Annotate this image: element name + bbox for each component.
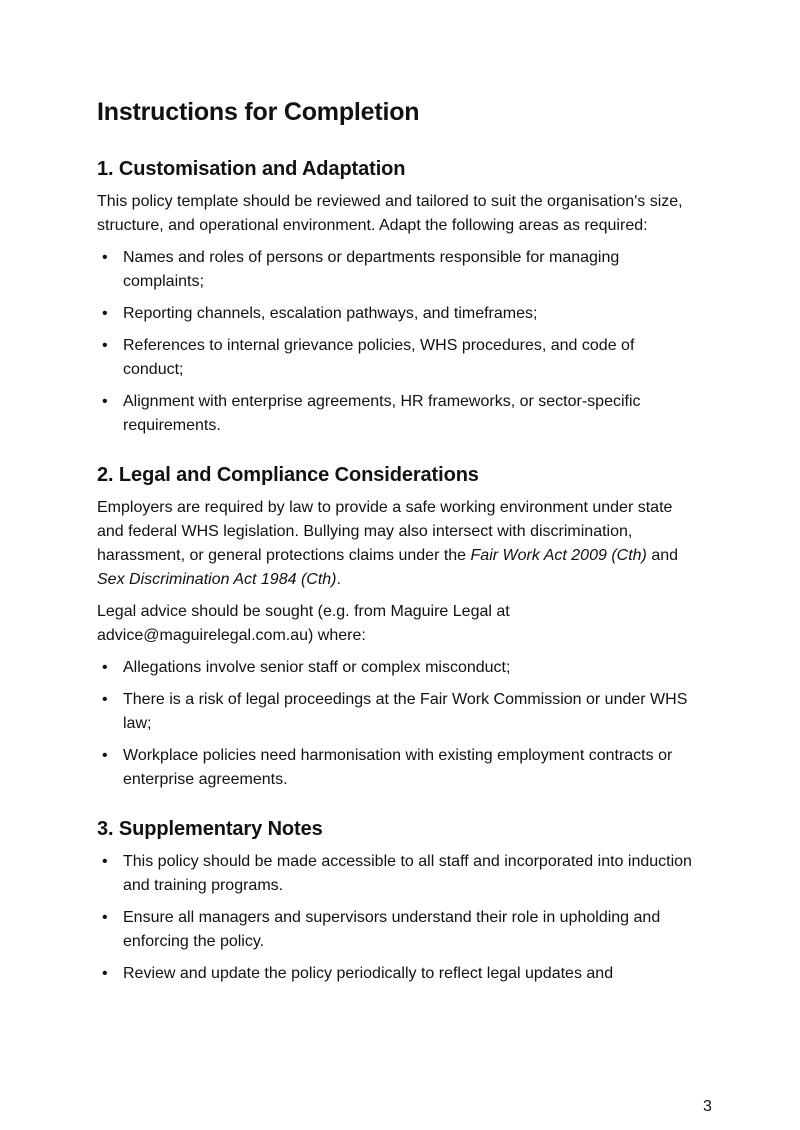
act-citation: Sex Discrimination Act 1984 (Cth): [97, 571, 337, 588]
section-paragraph: Legal advice should be sought (e.g. from Maguire Legal at advice@maguirelegal.com.au) where:: [97, 603, 510, 644]
bullet-list: [97, 850, 697, 986]
list-item: • Reporting channels, escalation pathways, and timeframes;: [123, 302, 697, 326]
section-heading: 1. Customisation and Adaptation: [97, 158, 406, 180]
bullet-icon: •: [102, 305, 108, 322]
page-number: 3: [703, 1098, 712, 1115]
list-item: • References to internal grievance policies, WHS procedures, and code of conduct;: [123, 334, 697, 382]
list-item: • Workplace policies need harmonisation with existing employment contracts or enterprise agreements.: [123, 744, 697, 792]
list-item: • Alignment with enterprise agreements, HR frameworks, or sector-specific requirements.: [123, 390, 697, 438]
list-item: • Ensure all managers and supervisors understand their role in upholding and enforcing the policy.: [123, 906, 697, 954]
bullet-icon: •: [102, 965, 108, 982]
list-item: • There is a risk of legal proceedings at the Fair Work Commission or under WHS law;: [123, 688, 697, 736]
bullet-icon: •: [102, 393, 108, 410]
section-heading: 2. Legal and Compliance Considerations: [97, 464, 479, 486]
bullet-icon: •: [102, 747, 108, 764]
section-paragraph: This policy template should be reviewed and tailored to suit the organisation's size, structure, and operational environment. Adapt the following areas as required:: [97, 193, 683, 234]
bullet-list: [97, 246, 697, 438]
section-heading: 3. Supplementary Notes: [97, 818, 323, 840]
list-item: • Allegations involve senior staff or complex misconduct;: [123, 656, 697, 680]
list-item: • Review and update the policy periodically to reflect legal updates and: [123, 962, 697, 986]
list-item: • Names and roles of persons or departments responsible for managing complaints;: [123, 246, 697, 294]
section-customisation: [97, 154, 697, 438]
document-page: [97, 92, 697, 1006]
act-citation: Fair Work Act 2009 (Cth): [470, 547, 647, 564]
list-item: • This policy should be made accessible to all staff and incorporated into induction and training programs.: [123, 850, 697, 898]
page-title: Instructions for Completion: [97, 98, 420, 126]
bullet-icon: •: [102, 691, 108, 708]
section-legal-compliance: [97, 460, 697, 792]
bullet-icon: •: [102, 659, 108, 676]
bullet-icon: •: [102, 909, 108, 926]
section-paragraph: Employers are required by law to provide a safe working environment under state and federal WHS legislation. Bullying may also intersect with discrimination, harassment, or general protections claims under the Fair Work Act 2009 (Cth) and Sex Discrimination Act 1984 (Cth).: [97, 499, 679, 588]
bullet-icon: •: [102, 249, 108, 266]
bullet-icon: •: [102, 853, 108, 870]
bullet-list: [97, 656, 697, 792]
bullet-icon: •: [102, 337, 108, 354]
section-supplementary-notes: [97, 814, 697, 986]
